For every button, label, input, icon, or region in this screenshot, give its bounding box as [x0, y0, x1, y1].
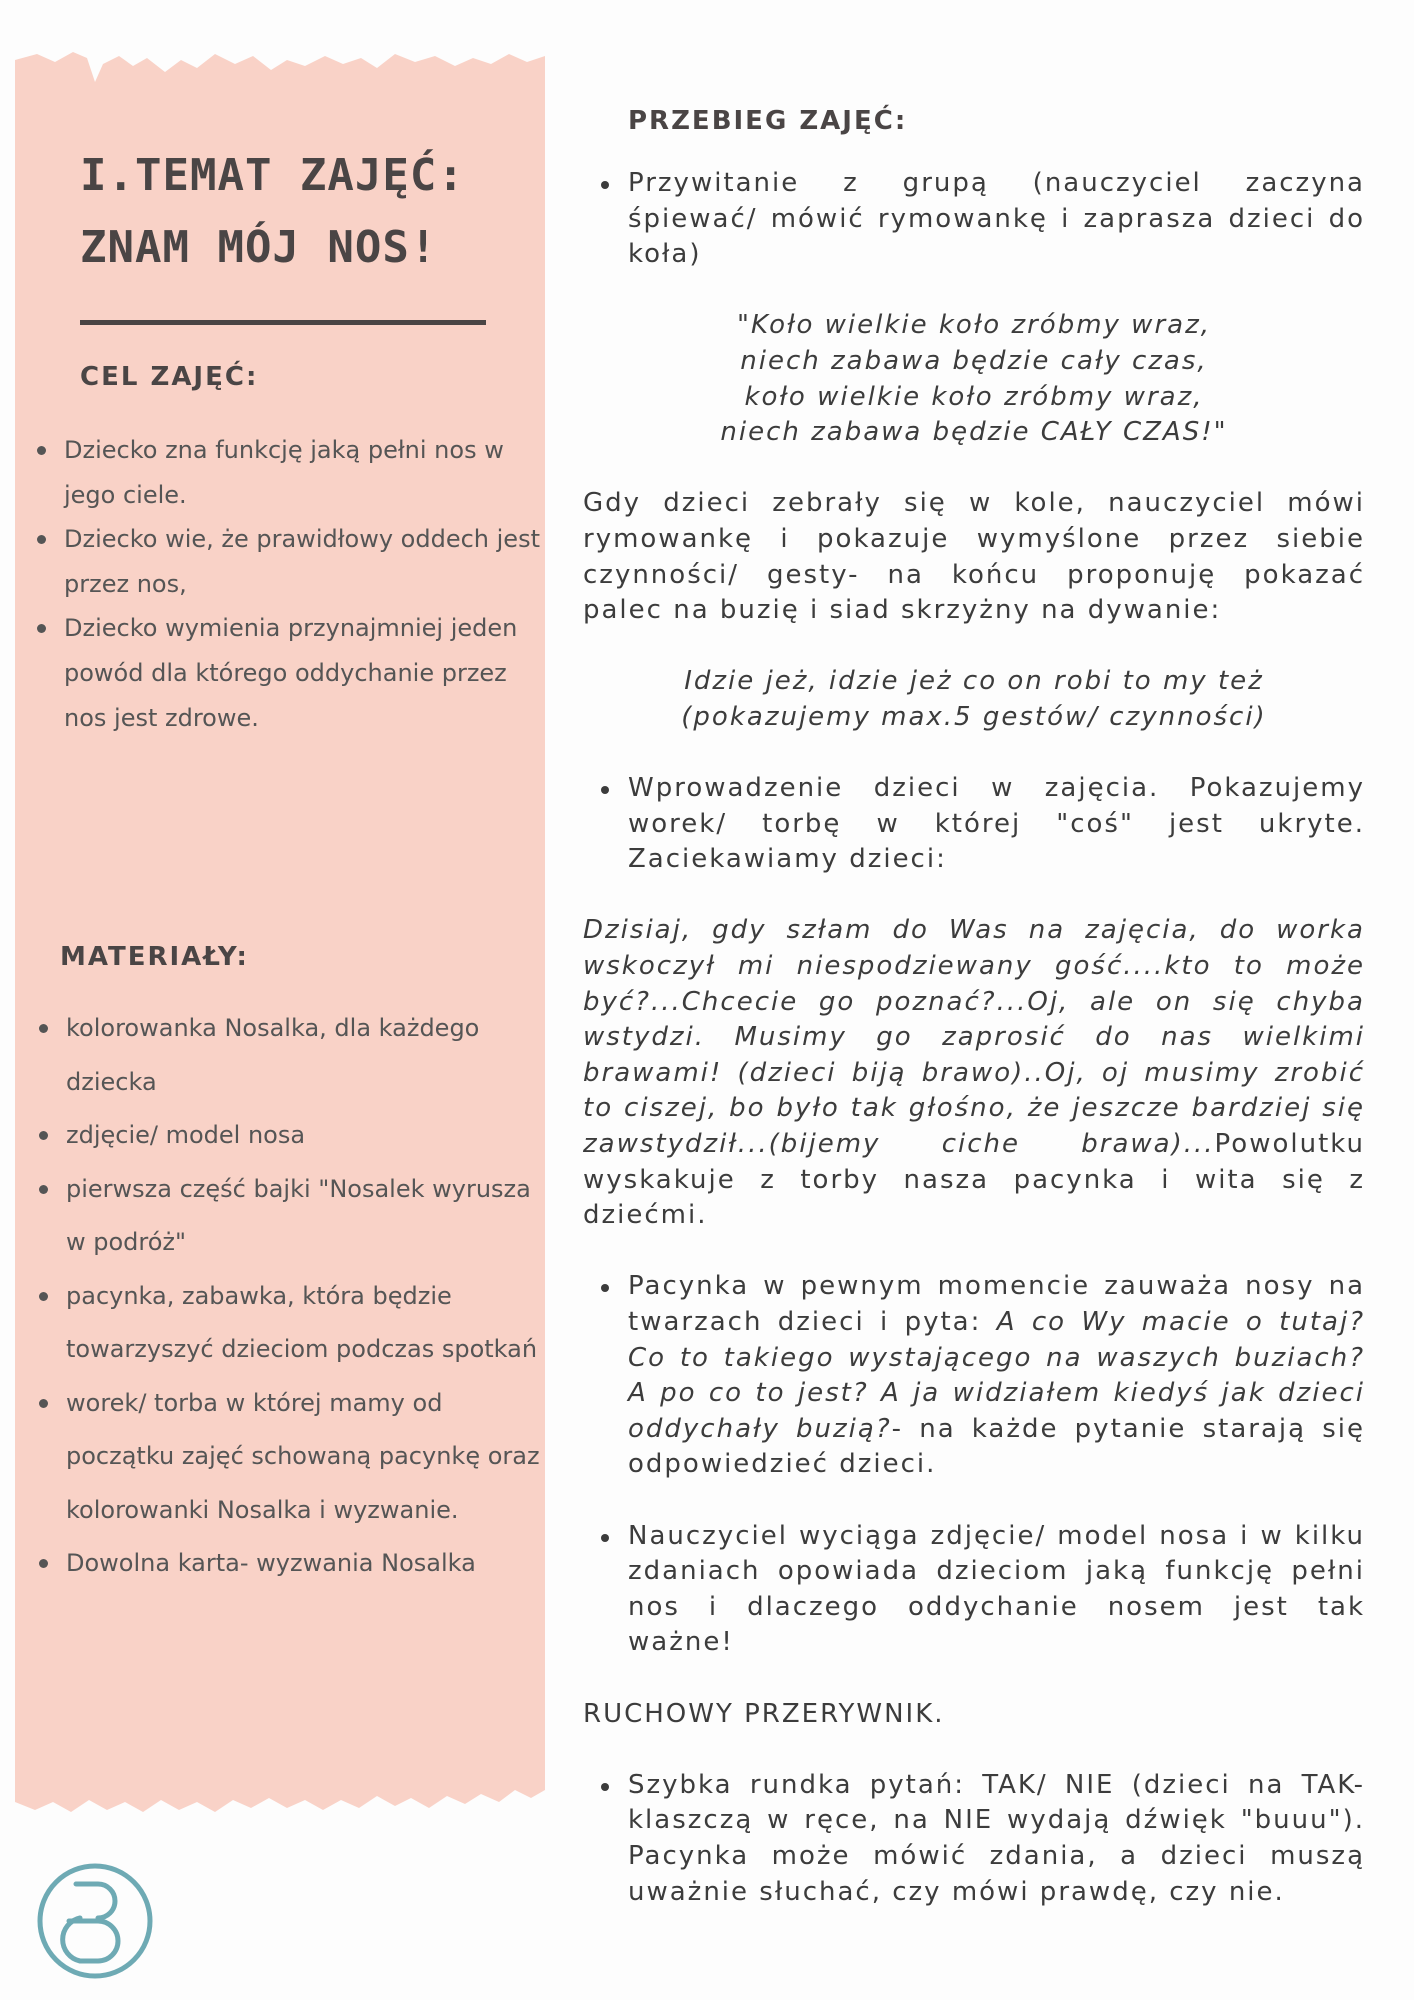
greeting-step: Przywitanie z grupą (nauczyciel zaczyna śpiewać/ mówić rymowankę i zaprasza dzieci do koła)	[583, 166, 1365, 273]
rhyme-line: niech zabawa będzie cały czas,	[740, 345, 1208, 376]
rhyme-hedgehog	[583, 664, 1365, 735]
teacher-step: Nauczyciel wyciąga zdjęcie/ model nosa i w kilku zdaniach opowiada dzieciom jaką funkcję pełni nos i dlaczego oddychanie nosem jest tak ważne!	[583, 1519, 1365, 1661]
puppet-text: Pacynka w pewnym momencie zauważa nosy na twarzach dzieci i pyta:	[628, 1271, 1365, 1337]
goals-list	[34, 428, 550, 740]
list-item: pacynka, zabawka, która będzie towarzyszyć dzieciom podczas spotkań	[36, 1270, 556, 1377]
materials-list	[36, 1002, 556, 1591]
quiz-step: Szybka rundka pytań: TAK/ NIE (dzieci na TAK- klaszczą w ręce, na NIE wydają dźwięk "buuu"). Pacynka może mówić zdania, a dzieci muszą uważnie słuchać, czy mówi prawdę, czy nie.	[583, 1768, 1365, 1910]
rhyme-line: Idzie jeż, idzie jeż co on robi to my też	[684, 666, 1264, 697]
materials-heading: MATERIAŁY:	[60, 942, 249, 972]
list-item: pierwsza część bajki "Nosalek wyrusza w podróż"	[36, 1163, 556, 1270]
title-divider	[80, 320, 486, 325]
story-plain: Powolutku wyskakuje z torby nasza pacynka i wita się z dziećmi.	[583, 1129, 1365, 1231]
list-item: Dziecko zna funkcję jaką pełni nos w jego ciele.	[34, 428, 550, 517]
story-italic: Dzisiaj, gdy szłam do Was na zajęcia, do worka wskoczył mi niespodziewany gość....kto to może być?...Chcecie go poznać?...Oj, ale on się chyba wstydzi. Musimy go zaprosić do nas wielkimi brawami! (dzieci biją brawo)..Oj, oj musimy zrobić to ciszej, bo było tak głośno, że jeszcze bardziej się zawstydził...(bijemy ciche brawa)...	[583, 915, 1365, 1160]
lesson-title	[80, 140, 540, 284]
list-item: zdjęcie/ model nosa	[36, 1109, 556, 1163]
story-paragraph	[583, 913, 1365, 1233]
puppet-text-end: - na każde pytanie starają się odpowiedzieć dzieci.	[628, 1413, 1365, 1480]
rhyme-line: (pokazujemy max.5 gestów/ czynności)	[681, 701, 1267, 732]
rhyme-line: koło wielkie koło zróbmy wraz,	[744, 381, 1204, 412]
goals-heading: CEL ZAJĘĆ:	[80, 362, 259, 392]
list-item: Dziecko wymienia przynajmniej jeden powód dla którego oddychanie przez nos jest zdrowe.	[34, 606, 550, 740]
list-item: kolorowanka Nosalka, dla każdego dziecka	[36, 1002, 556, 1109]
title-line-2: ZNAM MÓJ NOS!	[80, 222, 438, 273]
puppet-questions: A co Wy macie o tutaj? Co to takiego wystającego na waszych buziach? A po co to jest? A ja widziałem kiedyś jak dzieci oddychały buzią?	[628, 1307, 1365, 1444]
movement-break: RUCHOWY PRZERYWNIK.	[583, 1698, 945, 1729]
rhyme-line: "Koło wielkie koło zróbmy wraz,	[736, 310, 1211, 341]
circle-instructions: Gdy dzieci zebrały się w kole, nauczyciel mówi rymowankę i pokazuje wymyślone przez siebie czynności/ gesty- na końcu proponuję pokazać palec na buzię i siad skrzyżny na dywanie:	[583, 488, 1365, 626]
list-item: Dowolna karta- wyzwania Nosalka	[36, 1537, 556, 1591]
rhyme-line: niech zabawa będzie CAŁY CZAS!"	[720, 417, 1228, 448]
course-content	[583, 166, 1365, 1910]
intro-step: Wprowadzenie dzieci w zajęcia. Pokazujemy worek/ torbę w której "coś" jest ukryte. Zaciekawiamy dzieci:	[583, 771, 1365, 878]
title-line-1: I.TEMAT ZAJĘĆ:	[80, 150, 465, 201]
rhyme-circle	[583, 308, 1365, 450]
list-item: Dziecko wie, że prawidłowy oddech jest przez nos,	[34, 517, 550, 606]
list-item: worek/ torba w której mamy od początku zajęć schowaną pacynkę oraz kolorowanki Nosalka i wyzwanie.	[36, 1377, 556, 1538]
course-heading: PRZEBIEG ZAJĘĆ:	[628, 106, 908, 136]
brand-logo-icon	[36, 1862, 154, 1980]
puppet-step	[583, 1269, 1365, 1483]
